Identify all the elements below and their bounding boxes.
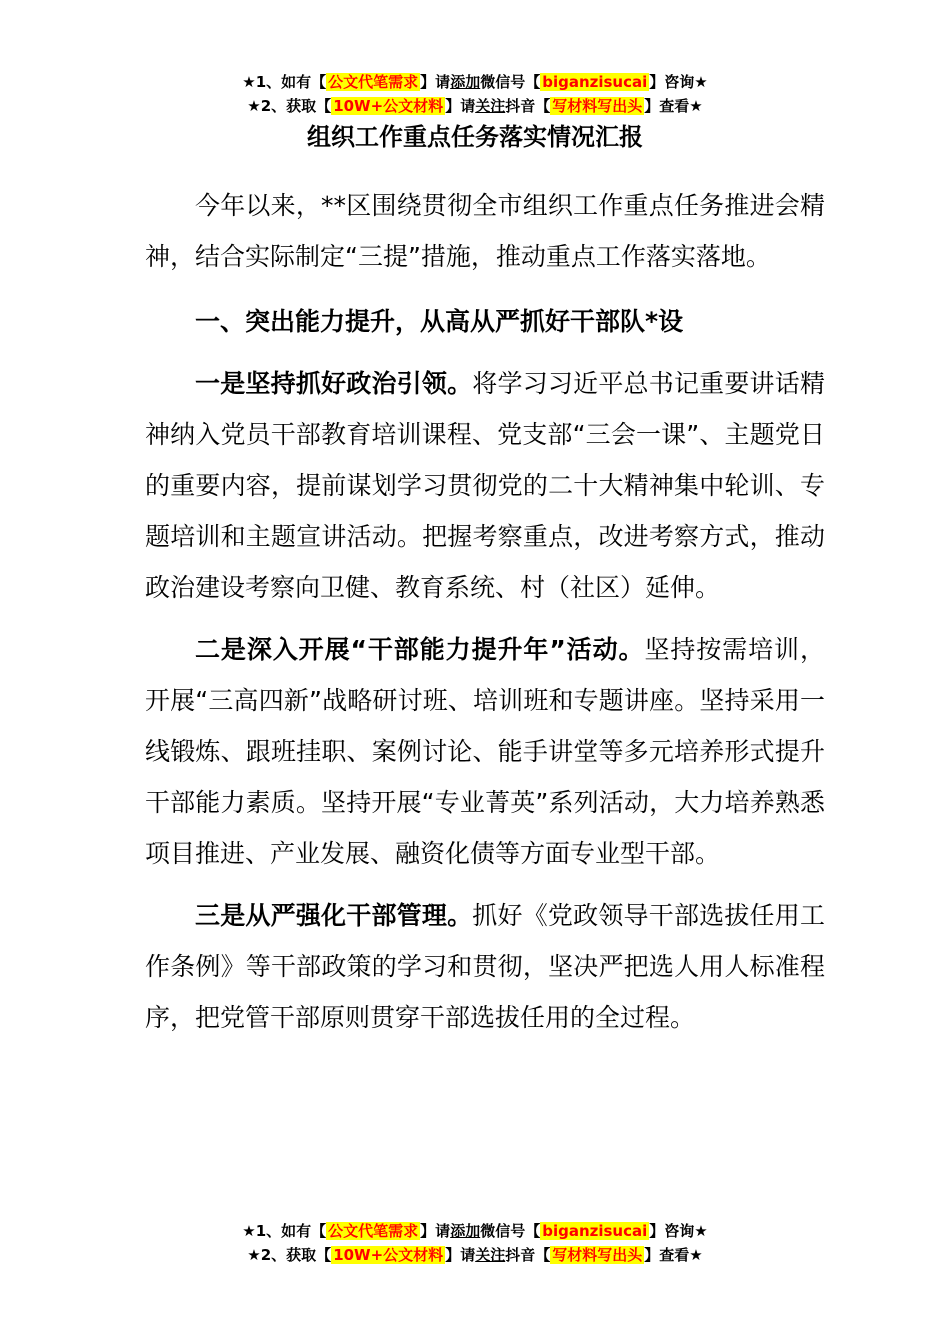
banner-text: 】咨询★ [649,1222,708,1240]
highlight-materials: 10W+公文材料 [333,1246,444,1264]
paragraph-lead: 二是深入开展“干部能力提升年”活动。 [195,634,645,664]
banner-text: 】请 [420,1222,451,1240]
highlight-service: 公文代笔需求 [328,73,419,91]
banner-text: 抖音【 [505,1246,551,1264]
banner-text: 】查看★ [644,97,703,115]
banner-text: 】咨询★ [649,73,708,91]
banner-text: 微信号【 [480,73,541,91]
banner-text: 】查看★ [644,1246,703,1264]
banner-text: ★1、如有【 [242,73,327,91]
banner-text: 微信号【 [480,1222,541,1240]
banner-text: ★1、如有【 [242,1222,327,1240]
paragraph-text: 坚持按需培训，开展“三高四新”战略研讨班、培训班和专题讲座。坚持采用一线锻炼、跟班挂职、案例讨论、能手讲堂等多元培养形式提升干部能力素质。坚持开展“专业菁英”系列活动，大力培养熟悉项目推进、产业发展、融资化债等方面专业型干部。 [145,634,825,869]
banner-underlined-text: 添加 [450,1222,481,1240]
paragraph-text: 将学习习近平总书记重要讲话精神纳入党员干部教育培训课程、党支部“三会一课”、主题党日的重要内容，提前谋划学习贯彻党的二十大精神集中轮训、专题培训和主题宣讲活动。把握考察重点，改进考察方式，推动政治建设考察向卫健、教育系统、村（社区）延伸。 [145,368,825,603]
document-title: 组织工作重点任务落实情况汇报 [307,123,643,151]
banner-line-2 [0,94,950,118]
header-banner [0,70,950,118]
paragraph-cadre-management [145,890,825,1044]
banner-line-1 [0,1219,950,1243]
highlight-wechat-id: biganzisucai [542,73,648,91]
banner-underlined-text: 关注 [475,97,506,115]
banner-text: 】请 [445,1246,476,1264]
banner-underlined-text: 关注 [475,1246,506,1264]
banner-line-1 [0,70,950,94]
paragraph-lead: 三是从严强化干部管理。 [195,900,473,930]
section-heading: 一、突出能力提升，从高从严抓好干部队*设 [195,307,684,337]
highlight-wechat-id: biganzisucai [542,1222,648,1240]
banner-text: 】请 [445,97,476,115]
banner-line-2 [0,1243,950,1267]
document-body [145,180,825,1043]
banner-text: ★2、获取【 [247,1246,332,1264]
highlight-service: 公文代笔需求 [328,1222,419,1240]
highlight-douyin: 写材料写出头 [552,1246,643,1264]
paragraph-political-guidance [145,358,825,614]
banner-text: ★2、获取【 [247,97,332,115]
highlight-douyin: 写材料写出头 [552,97,643,115]
highlight-materials: 10W+公文材料 [333,97,444,115]
paragraph-capability-year [145,624,825,880]
paragraph-lead: 一是坚持抓好政治引领。 [195,368,473,398]
banner-underlined-text: 添加 [450,73,481,91]
paragraph-text: 抓好《党政领导干部选拔任用工作条例》等干部政策的学习和贯彻，坚决严把选人用人标准程序，把党管干部原则贯穿干部选拔任用的全过程。 [145,900,825,1033]
banner-text: 抖音【 [505,97,551,115]
banner-text: 】请 [420,73,451,91]
intro-paragraph: 今年以来，**区围绕贯彻全市组织工作重点任务推进会精神，结合实际制定“三提”措施，推动重点工作落实落地。 [145,191,825,272]
footer-banner [0,1219,950,1267]
